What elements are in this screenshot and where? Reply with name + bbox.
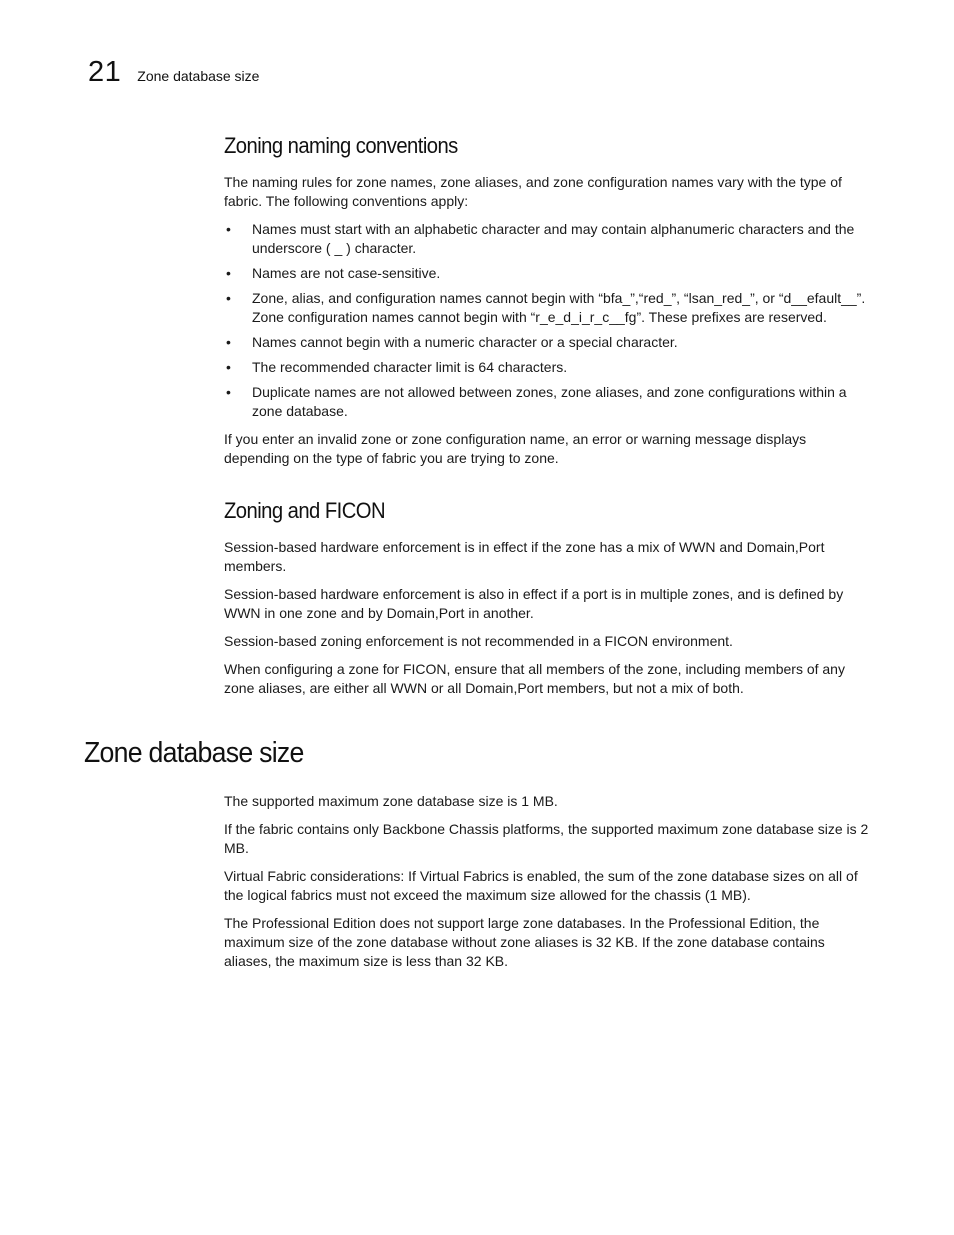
paragraph-dbsize-1: The supported maximum zone database size is 1 MB. (224, 793, 558, 809)
paragraph-ficon-1: Session-based hardware enforcement is in effect if the zone has a mix of WWN and Domain,Port members. (224, 539, 825, 574)
paragraph-ficon-3: Session-based zoning enforcement is not recommended in a FICON environment. (224, 633, 733, 649)
list-item (224, 358, 872, 377)
running-header (88, 56, 259, 89)
paragraph-ficon-4: When configuring a zone for FICON, ensure that all members of the zone, including members of any zone aliases, are either all WWN or all Domain,Port members, but not a mix of both. (224, 661, 845, 696)
list-item (224, 383, 872, 421)
paragraph-naming-closing: If you enter an invalid zone or zone configuration name, an error or warning message displays depending on the type of fabric you are trying to zone. (224, 431, 807, 466)
list-item-text: Names cannot begin with a numeric character or a special character. (252, 334, 678, 350)
bullet-glyph: • (226, 221, 231, 237)
list-item-text: Duplicate names are not allowed between zones, zone aliases, and zone configurations within a zone database. (252, 384, 847, 419)
list-item (224, 333, 872, 352)
bullet-glyph: • (226, 290, 231, 306)
list-item-text: Names must start with an alphabetic character and may contain alphanumeric characters and the underscore ( _ ) character. (252, 221, 855, 256)
running-header-title: Zone database size (137, 68, 260, 84)
list-item (224, 220, 872, 258)
section-zoning-naming-conventions (224, 133, 872, 468)
bullet-glyph: • (226, 265, 231, 281)
section-zoning-and-ficon (224, 498, 872, 698)
list-item (224, 289, 872, 327)
section-heading-ficon: Zoning and FICON (224, 498, 386, 523)
bullet-glyph: • (226, 384, 231, 400)
bullet-glyph: • (226, 334, 231, 350)
list-item-text: The recommended character limit is 64 characters. (252, 359, 568, 375)
spacer (0, 707, 954, 737)
page-title-zone-database-size: Zone database size (84, 737, 304, 769)
section-zone-database-size (224, 792, 872, 971)
section-heading-naming: Zoning naming conventions (224, 133, 458, 158)
spacer (0, 477, 954, 498)
page-content (0, 133, 954, 980)
paragraph-dbsize-3: Virtual Fabric considerations: If Virtual Fabrics is enabled, the sum of the zone database sizes on all of the logical fabrics must not exceed the maximum size allowed for the chassis (1 MB). (224, 868, 858, 903)
list-item-text: Zone, alias, and configuration names cannot begin with “bfa_”,“red_”, “lsan_red_”, or “d__efault__”. Zone configuration names cannot begin with “r_e_d_i_r_c__fg”. These prefixes are reserved. (252, 290, 866, 325)
naming-rules-list (224, 220, 872, 421)
bullet-glyph: • (226, 359, 231, 375)
paragraph-dbsize-4: The Professional Edition does not support large zone databases. In the Professional Edition, the maximum size of the zone database without zone aliases is 32 KB. If the zone database contains aliases, the maximum size is less than 32 KB. (224, 915, 825, 969)
paragraph-ficon-2: Session-based hardware enforcement is also in effect if a port is in multiple zones, and is defined by WWN in one zone and by Domain,Port in another. (224, 586, 844, 621)
chapter-number: 21 (88, 56, 122, 88)
list-item (224, 264, 872, 283)
paragraph-dbsize-2: If the fabric contains only Backbone Chassis platforms, the supported maximum zone database size is 2 MB. (224, 821, 869, 856)
paragraph-naming-intro: The naming rules for zone names, zone aliases, and zone configuration names vary with the type of fabric. The following conventions apply: (224, 174, 842, 209)
list-item-text: Names are not case-sensitive. (252, 265, 441, 281)
